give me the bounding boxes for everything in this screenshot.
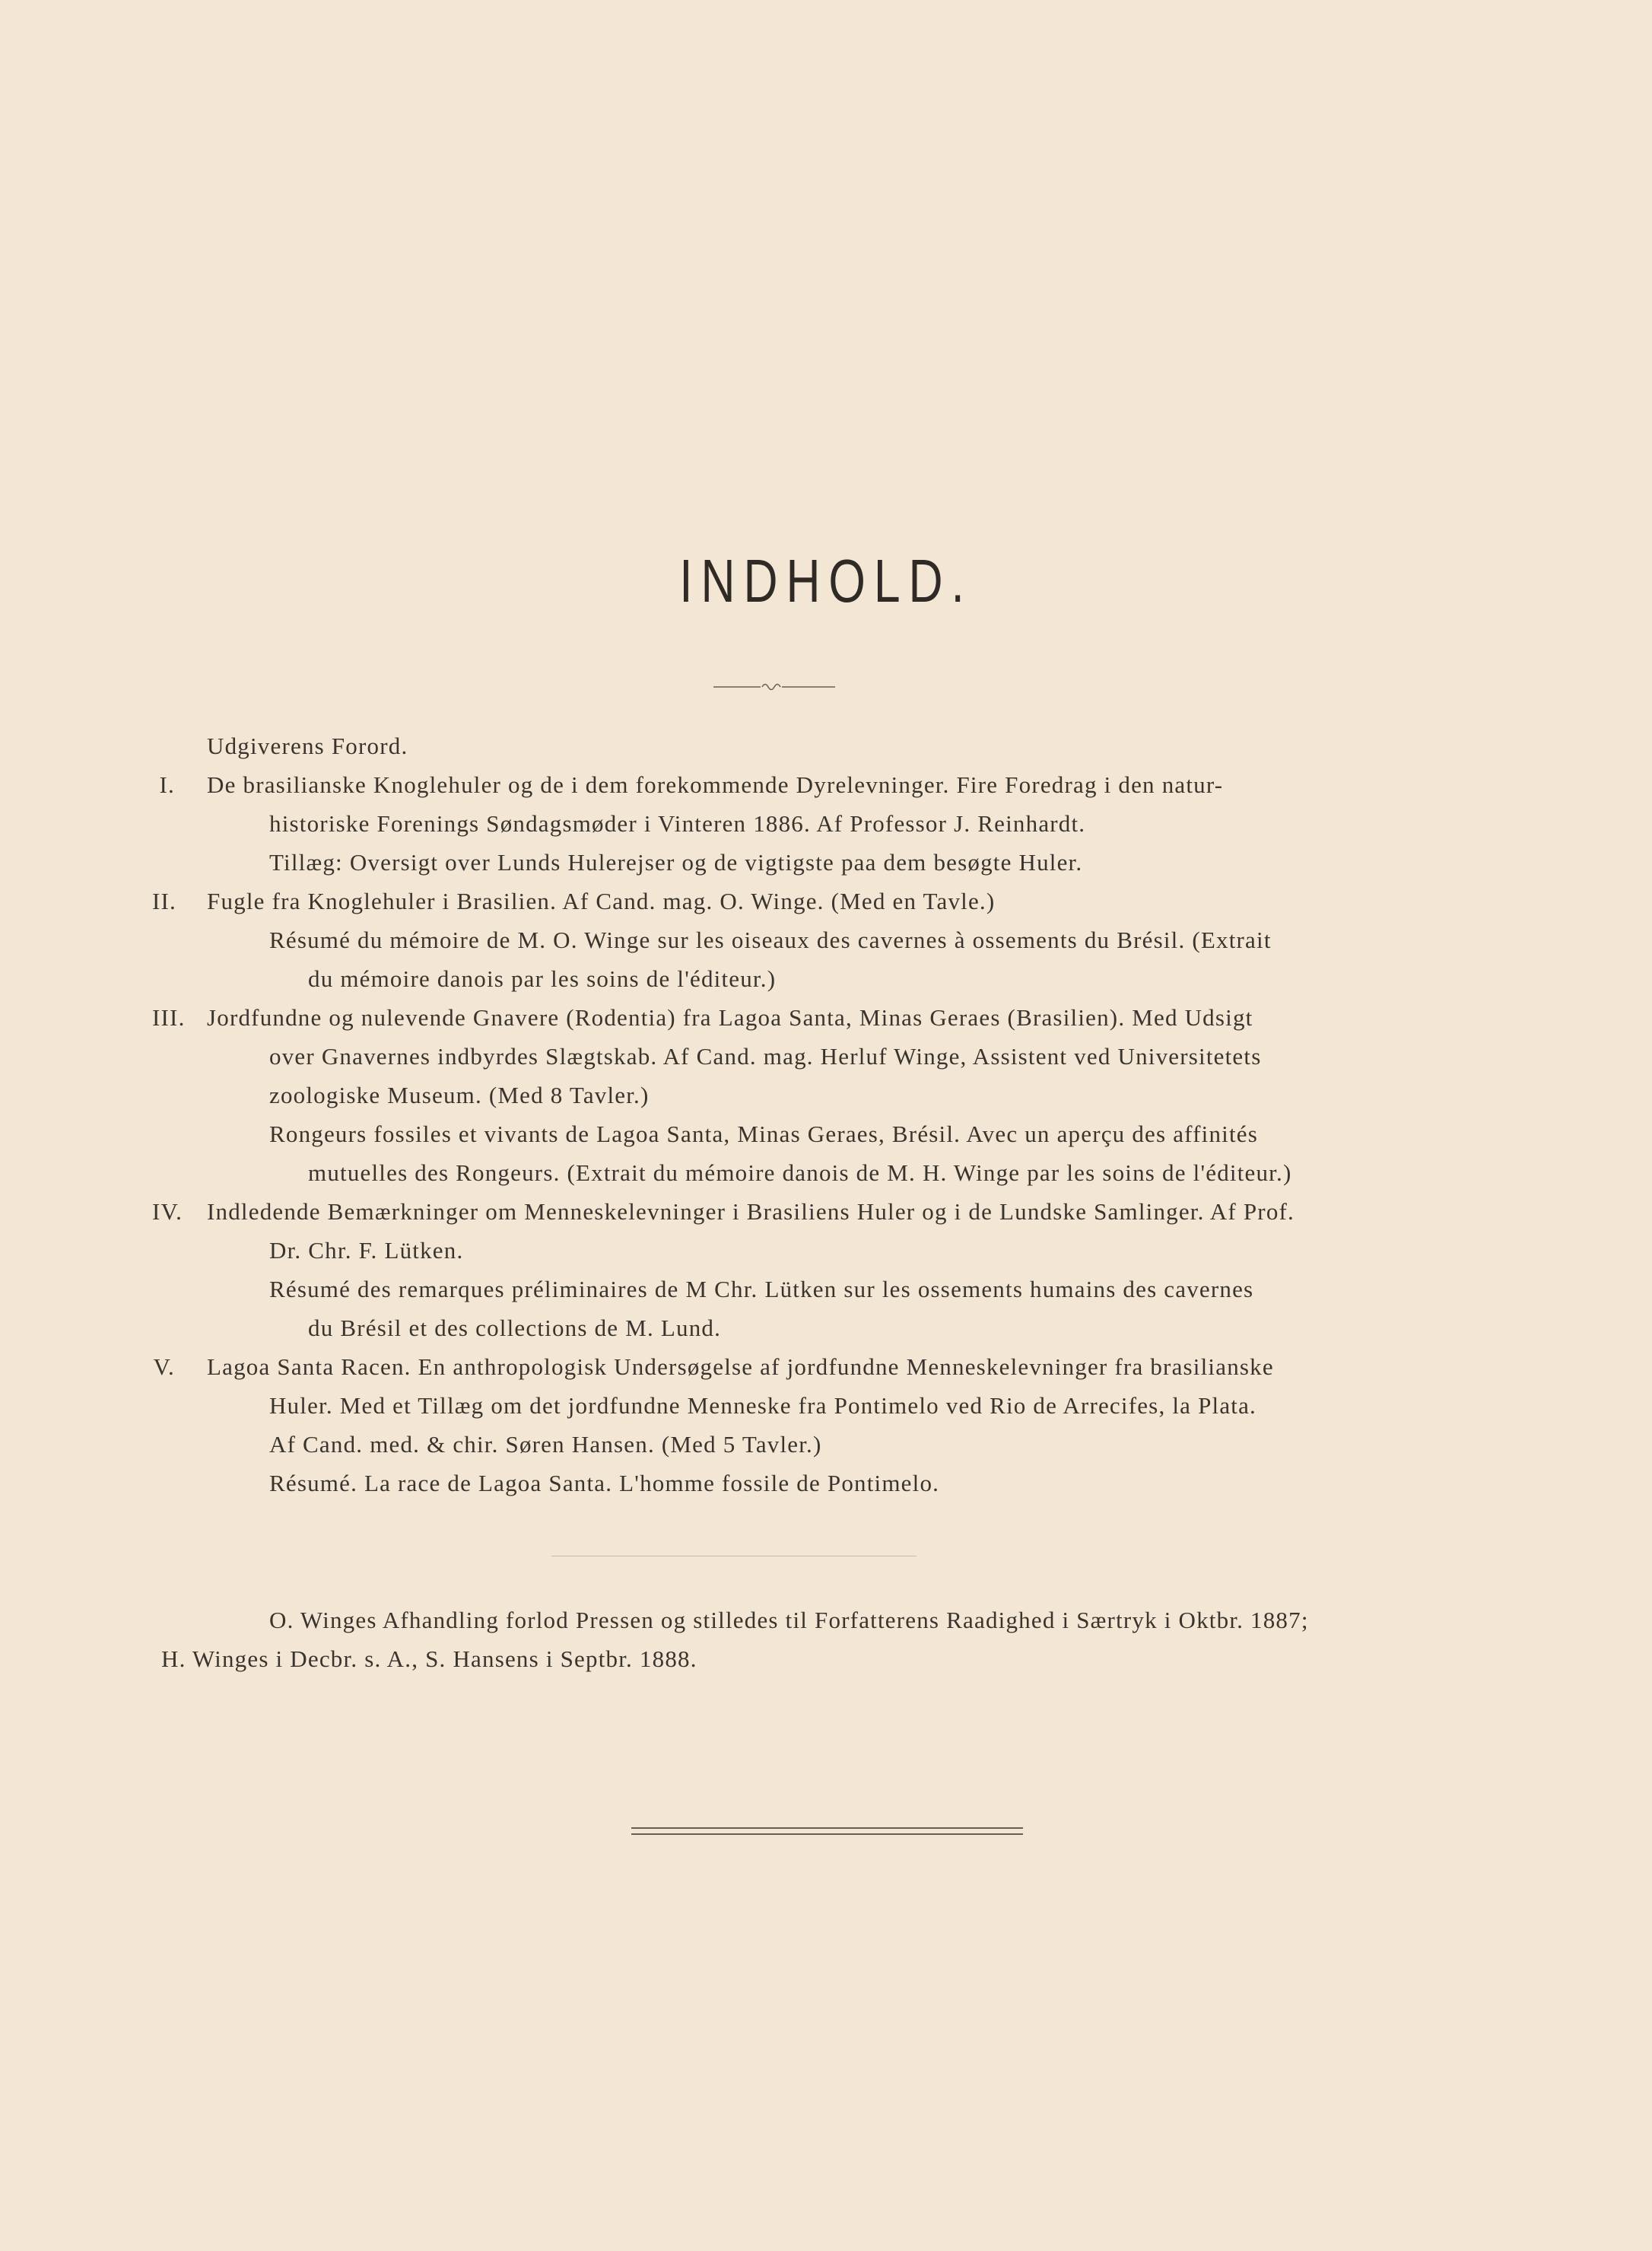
toc-entry-numeral: II. [152, 888, 176, 914]
closing-rule-bottom [631, 1833, 1023, 1835]
toc-entry [152, 765, 1422, 882]
toc-entry-numeral: III. [152, 1004, 186, 1031]
publication-note-line-1: O. Winges Afhandling forlod Pressen og stilledes til Forfatterens Raadighed i Særtryk i Oktbr. 1887; [269, 1607, 1309, 1633]
toc-entry-subline: mutuelles des Rongeurs. (Extrait du mémoire danois de M. H. Winge par les soins de l'éditeur.) [308, 1159, 1292, 1186]
toc-entry-subline: Résumé du mémoire de M. O. Winge sur les oiseaux des cavernes à ossements du Brésil. (Extrait [269, 927, 1272, 953]
toc-entry-subline: du Brésil et des collections de M. Lund. [308, 1315, 722, 1341]
title-ornament [713, 679, 835, 695]
toc-entry-subline: du mémoire danois par les soins de l'éditeur.) [308, 965, 777, 992]
toc-sections [152, 765, 1422, 1502]
toc-foreword [152, 726, 1422, 765]
toc-entry-line: historiske Forenings Søndagsmøder i Vinteren 1886. Af Professor J. Reinhardt. [269, 810, 1086, 837]
toc-foreword-label: Udgiverens Forord. [207, 733, 408, 759]
toc-entry-subline: Résumé. La race de Lagoa Santa. L'homme fossile de Pontimelo. [269, 1470, 940, 1496]
toc-entry-line: De brasilianske Knoglehuler og de i dem forekommende Dyrelevninger. Fire Foredrag i den natur- [207, 771, 1224, 798]
toc-entry-numeral: I. [159, 771, 175, 798]
toc-entry-subline: Résumé des remarques préliminaires de M Chr. Lütken sur les ossements humains des cavernes [269, 1276, 1254, 1302]
toc-entry-line: Fugle fra Knoglehuler i Brasilien. Af Cand. mag. O. Winge. (Med en Tavle.) [207, 888, 996, 914]
publication-note-line-2: H. Winges i Decbr. s. A., S. Hansens i Septbr. 1888. [161, 1645, 697, 1672]
toc-entry-line: over Gnavernes indbyrdes Slægtskab. Af Cand. mag. Herluf Winge, Assistent ved Universitetets [269, 1043, 1262, 1070]
toc-entry-numeral: IV. [152, 1198, 183, 1225]
table-of-contents [152, 726, 1422, 1502]
toc-entry-line: Indledende Bemærkninger om Menneskelevninger i Brasiliens Huler og i de Lundske Samlinger. Af Prof. [207, 1198, 1295, 1225]
toc-entry-line: zoologiske Museum. (Med 8 Tavler.) [269, 1082, 650, 1108]
toc-entry-line: Lagoa Santa Racen. En anthropologisk Undersøgelse af jordfundne Menneskelevninger fra brasilianske [207, 1353, 1274, 1380]
toc-entry-line: Jordfundne og nulevende Gnavere (Rodentia) fra Lagoa Santa, Minas Geraes (Brasilien). Med Udsigt [207, 1004, 1253, 1031]
toc-entry-numeral: V. [153, 1353, 175, 1380]
toc-entry [152, 882, 1422, 998]
toc-entry-subline: Tillæg: Oversigt over Lunds Hulerejser og de vigtigste paa dem besøgte Huler. [269, 849, 1083, 876]
toc-entry-line: Dr. Chr. F. Lütken. [269, 1237, 464, 1264]
publication-note [161, 1601, 1424, 1678]
page-title: INDHOLD. [679, 547, 973, 615]
toc-entry [152, 1192, 1422, 1347]
toc-entry-line: Huler. Med et Tillæg om det jordfundne Menneske fra Pontimelo ved Rio de Arrecifes, la Plata. [269, 1392, 1257, 1419]
toc-entry-line: Af Cand. med. & chir. Søren Hansen. (Med 5 Tavler.) [269, 1431, 822, 1458]
toc-entry [152, 1347, 1422, 1502]
toc-entry-subline: Rongeurs fossiles et vivants de Lagoa Santa, Minas Geraes, Brésil. Avec un aperçu des affinités [269, 1121, 1259, 1147]
toc-entry [152, 998, 1422, 1192]
closing-rule-top [631, 1827, 1023, 1829]
